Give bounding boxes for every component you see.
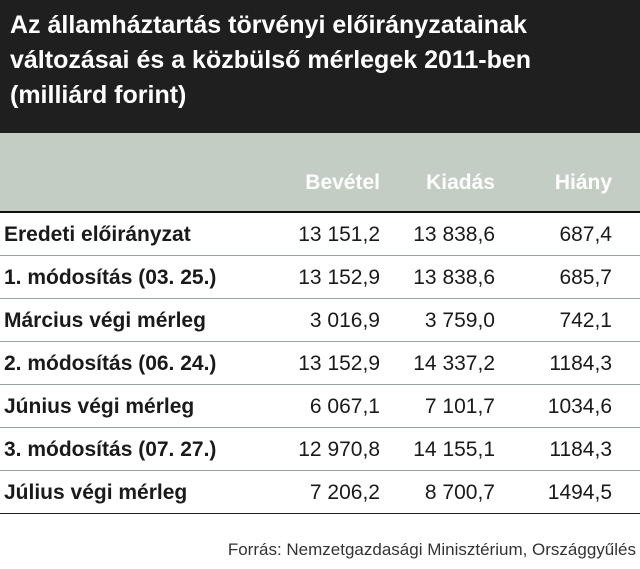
cell-kiadas: 8 700,7 [424,481,495,504]
row-label: Június végi mérleg [4,395,195,418]
cell-hiany: 1184,3 [549,352,612,375]
cell-bevetel: 13 152,9 [298,266,380,289]
title-line-3: (milliárd forint) [10,81,187,109]
table-row [0,256,640,299]
cell-bevetel: 13 152,9 [298,352,380,375]
header-kiadas: Kiadás [426,171,495,194]
cell-hiany: 1184,3 [549,438,612,461]
row-label: 2. módosítás (06. 24.) [4,352,217,375]
cell-hiany: 1034,6 [547,395,612,418]
header-hiany: Hiány [554,171,612,194]
title-line-2: változásai és a közbülső mérlegek 2011-ben [10,46,532,74]
row-label: Eredeti előirányzat [4,223,191,246]
table-row [0,471,640,514]
row-label: Július végi mérleg [4,481,188,504]
cell-kiadas: 7 101,7 [424,395,495,418]
cell-kiadas: 14 155,1 [413,438,495,461]
cell-kiadas: 3 759,0 [424,309,495,332]
row-label: 1. módosítás (03. 25.) [4,266,217,289]
header-bevetel: Bevétel [305,171,380,194]
cell-kiadas: 13 838,6 [413,223,495,246]
table-row [0,428,640,471]
cell-kiadas: 14 337,2 [413,352,495,375]
table-row [0,385,640,428]
cell-hiany: 687,4 [559,223,612,246]
table-title [0,0,640,133]
row-label: Március végi mérleg [4,309,206,332]
table-row [0,342,640,385]
table-body [0,213,640,514]
cell-hiany: 742,1 [559,309,612,332]
cell-hiany: 685,7 [559,266,612,289]
cell-hiany: 1494,5 [547,481,612,504]
cell-bevetel: 3 016,9 [309,309,380,332]
source-note: Forrás: Nemzetgazdasági Minisztérium, Országgyűlés [227,540,636,559]
cell-bevetel: 12 970,8 [298,438,380,461]
column-header-row [0,133,640,213]
cell-bevetel: 6 067,1 [309,395,380,418]
table-row [0,299,640,342]
cell-bevetel: 13 151,2 [298,223,380,246]
table-row [0,213,640,256]
cell-bevetel: 7 206,2 [309,481,380,504]
cell-kiadas: 13 838,6 [413,266,495,289]
title-line-1: Az államháztartás törvényi előirányzatainak [10,11,527,39]
row-label: 3. módosítás (07. 27.) [4,438,217,461]
